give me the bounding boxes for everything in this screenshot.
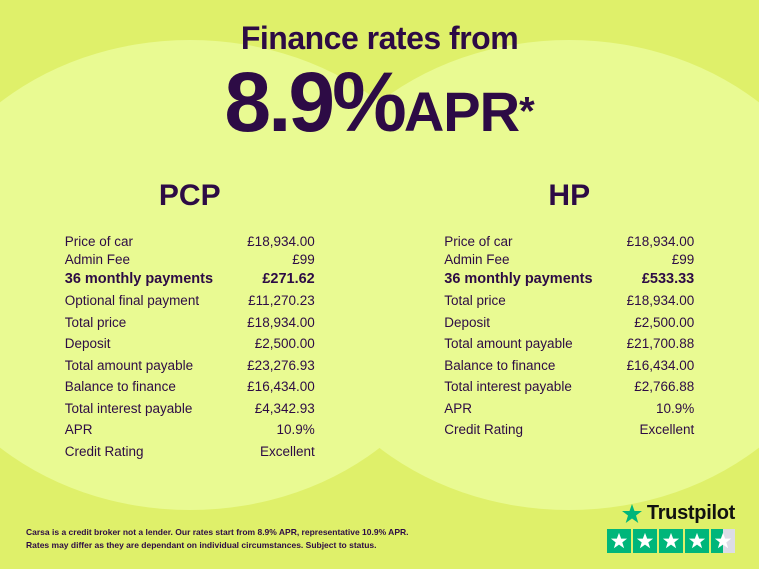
table-row	[444, 312, 694, 334]
table-row	[65, 419, 315, 441]
row-label: Deposit	[444, 314, 491, 330]
row-label: Balance to finance	[444, 357, 556, 373]
row-label: 36 monthly payments	[444, 270, 593, 287]
table-row	[444, 231, 694, 253]
row-value: £2,500.00	[254, 336, 315, 352]
table-row	[65, 398, 315, 420]
row-value: 10.9%	[655, 400, 695, 416]
row-label: Total price	[444, 293, 506, 309]
row-label: Balance to finance	[64, 379, 176, 395]
page-title: Finance rates from	[240, 20, 519, 56]
row-value: £99	[292, 252, 315, 268]
row-value: £18,934.00	[626, 233, 695, 249]
rate-asterisk: *	[519, 89, 535, 134]
table-row	[444, 419, 694, 441]
trustpilot-wordmark: Trustpilot	[646, 502, 735, 524]
table-row	[444, 333, 694, 355]
trustpilot-rating	[595, 502, 735, 553]
row-value: £18,934.00	[247, 314, 315, 330]
hp-rows	[444, 231, 694, 441]
disclaimer-line-2: Rates may differ as they are dependant on individual circumstances. Subject to status.	[26, 539, 377, 550]
row-value: £2,766.88	[634, 379, 695, 395]
trustpilot-star-3	[659, 529, 683, 553]
row-value: £4,342.93	[254, 400, 315, 416]
row-label: Optional final payment	[64, 293, 200, 309]
table-row	[444, 398, 694, 420]
row-value: £2,500.00	[634, 314, 695, 330]
column-title-hp: HP	[548, 178, 591, 212]
row-value: Excellent	[259, 443, 315, 459]
table-row	[65, 376, 315, 398]
row-label: Price of car	[444, 233, 513, 249]
table-row	[65, 441, 315, 463]
row-label: Admin Fee	[444, 252, 510, 268]
row-label: 36 monthly payments	[64, 270, 214, 287]
pcp-rows	[65, 231, 315, 463]
trustpilot-star-5-half	[711, 529, 735, 553]
trustpilot-logo	[595, 502, 735, 525]
trustpilot-star-2	[633, 529, 657, 553]
row-label: Total amount payable	[444, 336, 573, 352]
trustpilot-star-4	[685, 529, 709, 553]
row-value: £16,434.00	[626, 357, 695, 373]
row-label: Credit Rating	[64, 443, 144, 459]
table-row	[444, 252, 694, 268]
row-value: £99	[671, 252, 695, 268]
table-row	[444, 376, 694, 398]
table-row	[444, 290, 694, 312]
row-label: Admin Fee	[64, 252, 131, 268]
table-row	[65, 355, 315, 377]
rate-number: 8.9%	[224, 55, 404, 149]
row-label: Total interest payable	[64, 400, 193, 416]
row-label: APR	[444, 400, 473, 416]
table-row	[65, 312, 315, 334]
finance-column-pcp	[0, 179, 380, 463]
row-label: Total price	[64, 314, 127, 330]
row-value: £23,276.93	[247, 357, 315, 373]
row-value: £533.33	[641, 270, 695, 287]
row-label: APR	[64, 422, 93, 438]
row-label: Total amount payable	[64, 357, 194, 373]
row-value: Excellent	[639, 422, 695, 438]
row-value: £16,434.00	[247, 379, 315, 395]
table-row	[65, 290, 315, 312]
column-title-pcp: PCP	[158, 178, 221, 212]
row-label: Deposit	[64, 336, 111, 352]
row-value: 10.9%	[276, 422, 315, 438]
disclaimer-text	[26, 526, 409, 551]
finance-columns	[0, 179, 759, 463]
row-label: Total interest payable	[444, 379, 572, 395]
table-row	[65, 333, 315, 355]
table-row-highlight	[444, 268, 694, 291]
row-value: £18,934.00	[626, 293, 695, 309]
row-value: £271.62	[262, 270, 315, 287]
trustpilot-star-1	[607, 529, 631, 553]
table-row	[444, 355, 694, 377]
row-value: £11,270.23	[248, 293, 315, 309]
table-row-highlight	[65, 268, 315, 291]
row-value: £18,934.00	[247, 233, 315, 249]
row-value: £21,700.88	[626, 336, 695, 352]
disclaimer-line-1: Carsa is a credit broker not a lender. Our rates start from 8.9% APR, representative 10.9% APR.	[26, 527, 409, 538]
row-label: Price of car	[64, 233, 134, 249]
table-row	[65, 252, 315, 268]
table-row	[65, 231, 315, 253]
rate-apr-label: APR	[403, 80, 520, 143]
trustpilot-star-row	[595, 529, 735, 553]
trustpilot-star-icon	[622, 504, 642, 524]
finance-column-hp	[380, 179, 759, 463]
row-label: Credit Rating	[444, 422, 524, 438]
headline-rate	[0, 55, 759, 149]
